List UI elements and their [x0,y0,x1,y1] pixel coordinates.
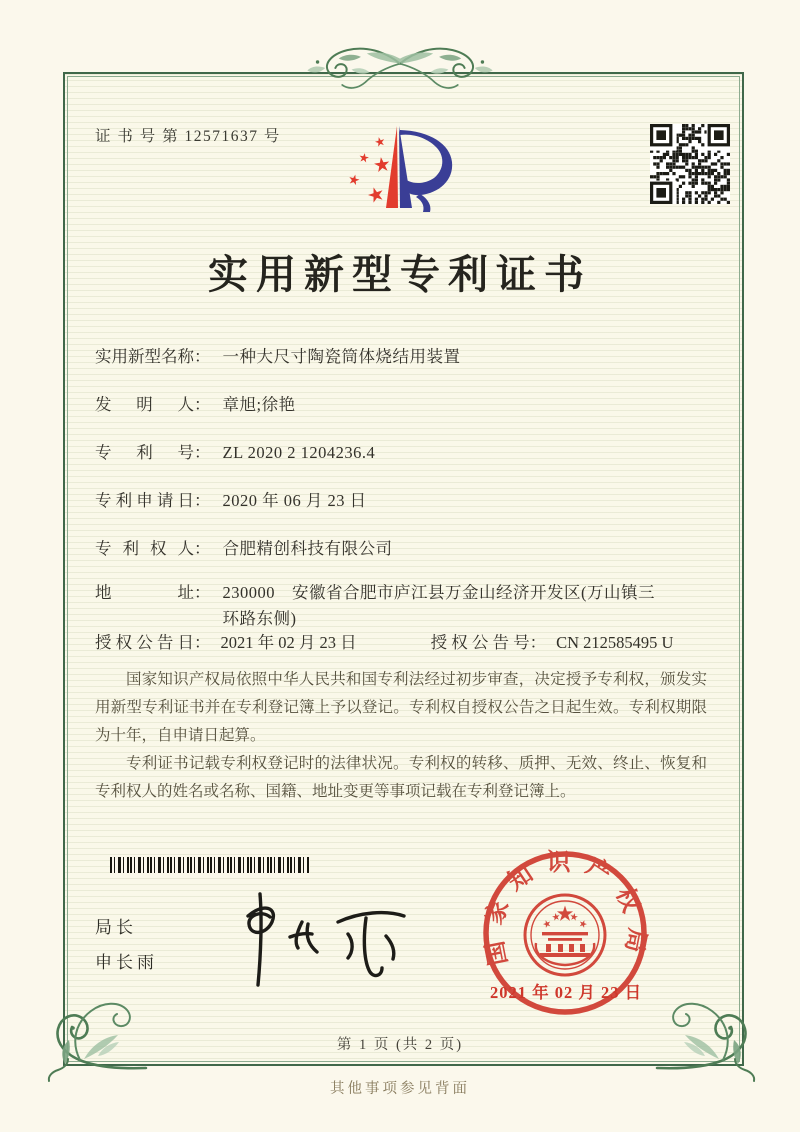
back-side-note: 其他事项参见背面 [330,1081,470,1097]
field-colon: ： [194,539,211,558]
seal-date: 2021 年 02 月 23 日 [489,983,643,1002]
field-row-inventor [95,392,710,418]
seal-agency-text: 国家知识产权局 [480,850,650,968]
field-colon: ： [194,395,211,414]
field-row-patentee [95,536,710,562]
field-value: ZL 2020 2 1204236.4 [222,443,376,462]
grant-number-pair [431,630,674,656]
national-emblem-icon [525,895,605,975]
legal-paragraph-2: 专利证书记载专利权登记时的法律状况。专利权的转移、质押、无效、终止、恢复和专利权人的姓名或名称、国籍、地址变更等事项记载在专利登记簿上。 [95,755,707,800]
field-label: 实用新型名称 [95,347,194,366]
director-name-label: 申长雨 [95,953,158,972]
field-value: 合肥精创科技有限公司 [222,539,393,558]
director-handwritten-signature [218,888,428,993]
field-label: 授权公告号 [430,633,530,652]
field-value: 2021 年 02 月 23 日 [220,633,357,652]
certificate-number: 证 书 号 第 12571637 号 [95,128,281,145]
barcode [110,857,310,873]
field-row-invention-name [95,344,710,370]
field-label: 专利权人 [95,539,194,558]
field-row-filing-date [95,488,710,514]
page-number-info: 第 1 页 (共 2 页) [336,1037,464,1053]
cnipa-patent-logo-icon [344,120,458,216]
field-label: 发明人 [95,395,194,414]
field-colon: ： [194,491,211,510]
field-colon: ： [194,633,211,652]
director-role-label: 局长 [95,918,137,937]
legal-text-block [95,666,707,806]
field-row-address [95,580,710,632]
qr-code [650,124,730,204]
grant-row [95,630,710,656]
field-label: 地址 [95,583,194,602]
field-label: 专利号 [95,443,194,462]
field-value: CN 212585495 U [556,633,674,652]
field-colon: ： [194,347,211,366]
field-value: 2020 年 06 月 23 日 [222,491,367,510]
field-value: 章旭;徐艳 [222,395,296,414]
legal-paragraph-1: 国家知识产权局依照中华人民共和国专利法经过初步审查，决定授予专利权，颁发实用新型专利证书并在专利登记簿上予以登记。专利权自授权公告之日起生效。专利权期限为十年，自申请日起算。 [95,671,707,744]
field-value: 一种大尺寸陶瓷筒体烧结用装置 [222,347,461,366]
field-label: 授权公告日 [95,633,194,652]
field-colon: ： [529,633,547,652]
grant-date-pair [95,630,357,656]
field-colon: ： [194,443,211,462]
field-label: 专利申请日 [95,491,194,510]
field-row-patent-number [95,440,710,466]
field-value: 230000 安徽省合肥市庐江县万金山经济开发区(万山镇三环路东侧) [222,583,655,628]
field-colon: ： [194,583,211,602]
certificate-title: 实用新型专利证书 [208,252,592,297]
